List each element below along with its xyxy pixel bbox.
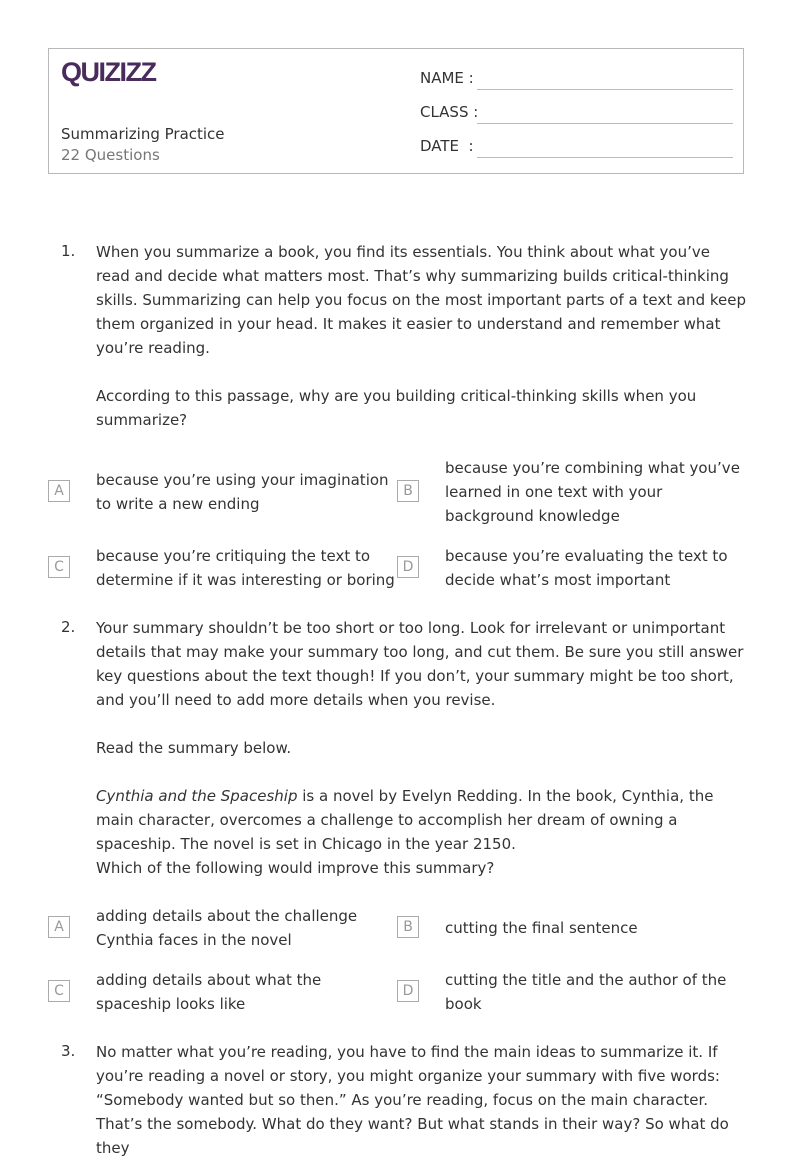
q2-choice-c-box[interactable]: C [48,980,70,1002]
q1-choice-a-box[interactable]: A [48,480,70,502]
q1-choice-c-box[interactable]: C [48,556,70,578]
class-label: CLASS : [420,103,479,121]
question-1-text [96,240,746,432]
q1-choice-d-text: because you’re evaluating the text to decide what’s most important [445,547,728,589]
q1-choice-a-text: because you’re using your imagination to write a new ending [96,471,389,513]
q2-choice-a-box[interactable]: A [48,916,70,938]
question-1-passage: When you summarize a book, you find its essentials. You think about what you’ve read and decide what matters most. That’s why summarizing builds critical-thinking skills. Summarizing can help you focus on the most important parts of a text and keep them organized in your head. It makes it easier to understand and remember what you’re reading. [96,243,746,357]
question-count: 22 Questions [61,146,160,164]
quizizz-logo: QUIZIZZ [61,57,156,87]
question-3-number: 3. [61,1042,76,1060]
q2-choice-d-box[interactable]: D [397,980,419,1002]
question-3-text [96,1040,746,1160]
question-1-number: 1. [61,242,76,260]
name-label: NAME : [420,69,474,87]
q1-choice-c-text: because you’re critiquing the text to determine if it was interesting or boring [96,547,395,589]
worksheet-header [48,48,744,174]
q2-choice-b-text: cutting the final sentence [445,919,638,937]
q1-choice-b-box[interactable]: B [397,480,419,502]
q2-choice-a-text: adding details about the challenge Cynthia faces in the novel [96,907,358,949]
q1-choice-b-text: because you’re combining what you’ve learned in one text with your background knowledge [445,459,740,525]
class-line[interactable] [477,123,733,124]
q2-choice-b-box[interactable]: B [397,916,419,938]
name-line[interactable] [477,89,733,90]
question-2-text [96,616,746,880]
q1-choice-d-box[interactable]: D [397,556,419,578]
question-2-summary-title: Cynthia and the Spaceship [96,787,298,805]
question-2-summary [96,784,746,856]
question-1-prompt: According to this passage, why are you building critical-thinking skills when you summarize? [96,387,697,429]
question-2-passage: Your summary shouldn’t be too short or too long. Look for irrelevant or unimportant details that may make your summary too long, and cut them. Be sure you still answer key questions about the text though! If you don’t, your summary might be too short, and you’ll need to add more details when you revise. [96,619,744,709]
question-2-summary-rest: is a novel by Evelyn Redding. In the book, Cynthia, the main character, overcomes a challenge to accomplish her dream of owning a spaceship. The novel is set in Chicago in the year 2150. [96,787,714,853]
date-line[interactable] [477,157,733,158]
question-2-intro: Read the summary below. [96,739,292,757]
question-2-number: 2. [61,618,76,636]
question-3-passage: No matter what you’re reading, you have to find the main ideas to summarize it. If you’re reading a novel or story, you might organize your summary with five words: “Somebody wanted but so then.” As you’re reading, focus on the main character. That’s the somebody. What do they want? But what stands in their way? So what do they [96,1043,729,1157]
q2-choice-c-text: adding details about what the spaceship looks like [96,971,322,1013]
worksheet-title: Summarizing Practice [61,125,225,143]
date-label: DATE : [420,137,474,155]
q2-choice-d-text: cutting the title and the author of the book [445,971,727,1013]
question-2-prompt: Which of the following would improve this summary? [96,859,495,877]
